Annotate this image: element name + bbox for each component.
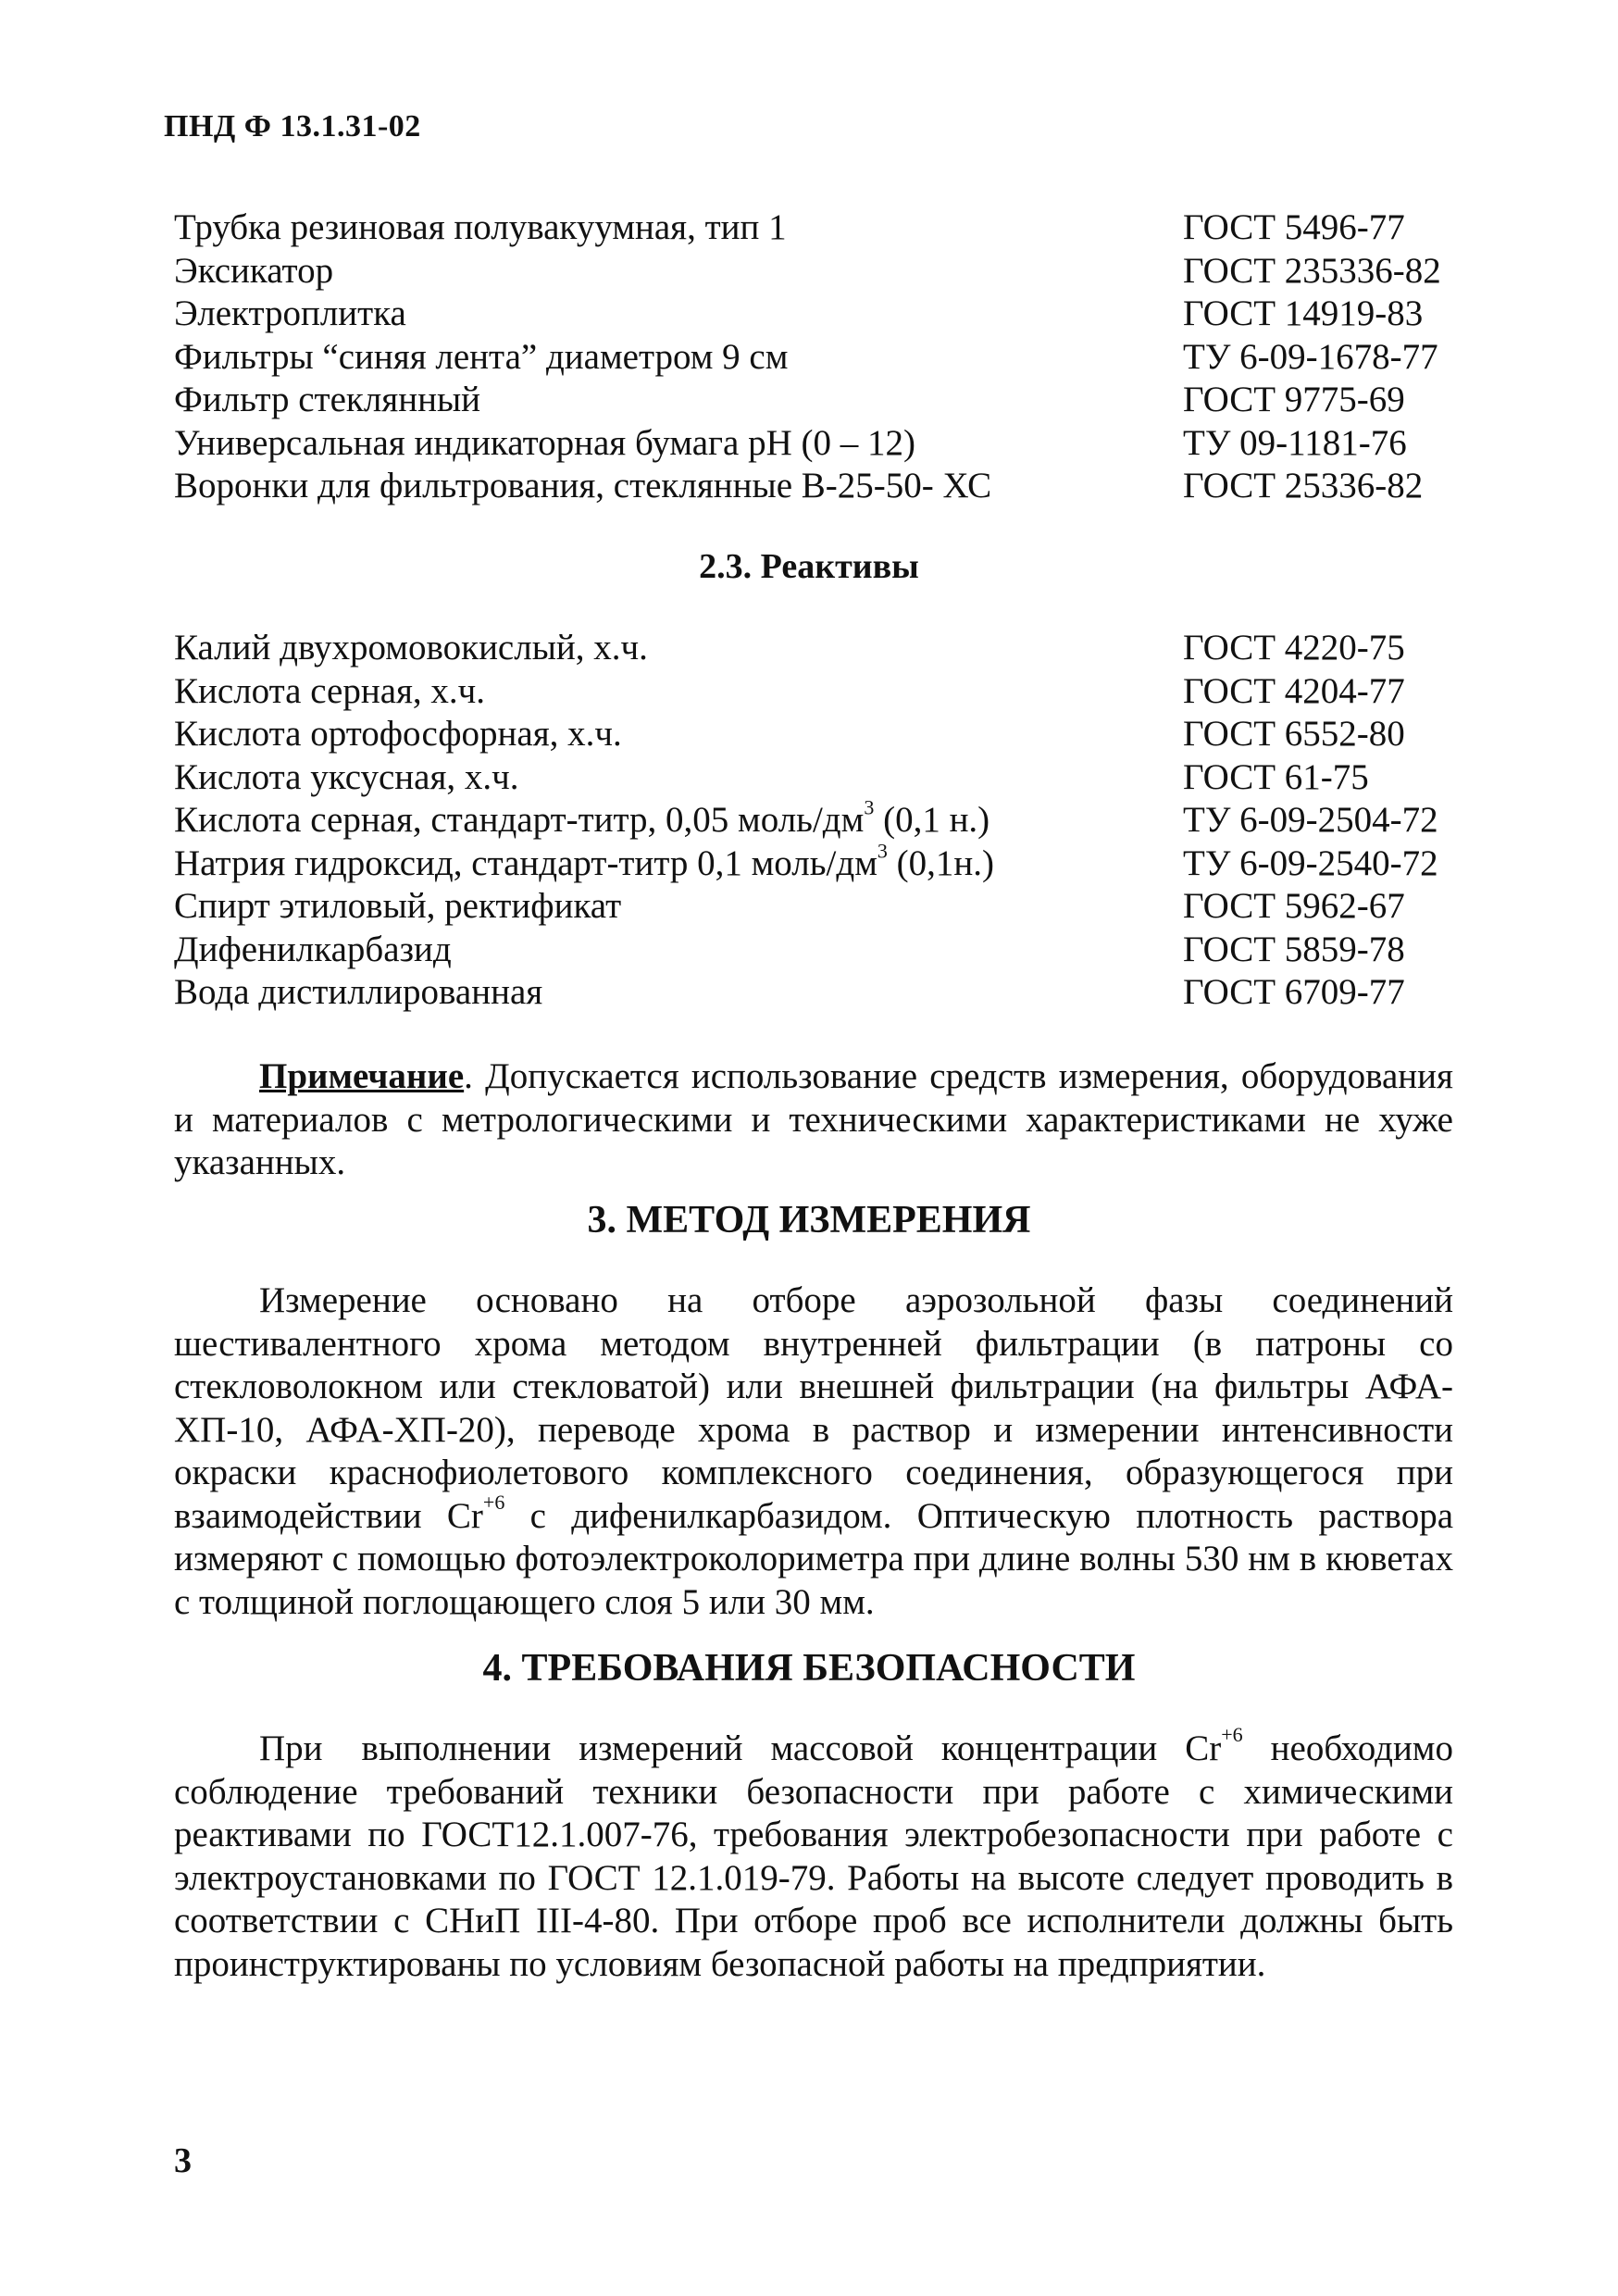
reagent-row xyxy=(174,971,1451,1015)
method-superscript: +6 xyxy=(482,1490,505,1514)
safety-paragraph xyxy=(174,1723,1453,1986)
equipment-row xyxy=(174,379,1451,422)
equipment-row-name: Фильтр стеклянный xyxy=(174,380,481,419)
safety-superscript: +6 xyxy=(1221,1723,1243,1747)
safety-text-start: выполнении измерений массовой концентрации Cr xyxy=(361,1728,1222,1768)
reagent-row-name: Дифенилкарбазид xyxy=(174,929,452,969)
reagent-row-name: Калий двухромовокислый, х.ч. xyxy=(174,628,648,668)
reagent-row-name: Кислота серная, х.ч. xyxy=(174,670,486,711)
reagent-row-name xyxy=(174,838,994,886)
equipment-row-name: Электроплитка xyxy=(174,293,406,333)
equipment-row-standard: ГОСТ 5496-77 xyxy=(1183,207,1405,247)
reagent-row-name: Кислота уксусная, х.ч. xyxy=(174,756,519,797)
reagent-row-name: Кислота ортофосфорная, х.ч. xyxy=(174,714,622,754)
equipment-row xyxy=(174,336,1451,380)
equipment-list xyxy=(174,206,1451,508)
method-paragraph xyxy=(174,1279,1453,1624)
page-number: 3 xyxy=(174,2141,192,2180)
method-text-end: с дифенилкарбазидом. Оптическую плотность раствора измеряют с помощью фотоэлектроколориметра при длине волны 530 нм в кюветах с толщиной поглощающего слоя 5 или 30 мм. xyxy=(174,1495,1454,1622)
equipment-row-standard: ГОСТ 14919-83 xyxy=(1183,293,1424,333)
equipment-row xyxy=(174,465,1451,508)
equipment-row-name: Воронки для фильтрования, стеклянные В-25-50- ХС xyxy=(174,466,992,505)
equipment-row xyxy=(174,293,1451,336)
section-title-safety: 4. ТРЕБОВАНИЯ БЕЗОПАСНОСТИ xyxy=(482,1647,1136,1690)
reagent-row xyxy=(174,795,1451,842)
equipment-row-standard: ГОСТ 25336-82 xyxy=(1183,466,1424,505)
note-paragraph xyxy=(174,1055,1453,1185)
reagent-row xyxy=(174,713,1451,756)
reagent-row-standard: ГОСТ 5859-78 xyxy=(1183,929,1405,969)
safety-text-lead: При xyxy=(259,1728,323,1768)
equipment-row-name: Фильтры “синяя лента” диаметром 9 см xyxy=(174,336,789,377)
equipment-row xyxy=(174,422,1451,466)
reagent-row xyxy=(174,885,1451,929)
equipment-row xyxy=(174,206,1451,250)
reagent-row-name-end: (0,1 н.) xyxy=(874,800,990,840)
equipment-row-name: Трубка резиновая полувакуумная, тип 1 xyxy=(174,207,787,247)
reagents-list xyxy=(174,627,1451,1015)
reagent-row-name-start: Кислота серная, стандарт-титр, 0,05 моль/дм xyxy=(174,800,865,840)
reagents-heading: 2.3. Реактивы xyxy=(699,547,919,586)
reagent-row-standard: ГОСТ 6552-80 xyxy=(1183,714,1405,754)
reagent-row xyxy=(174,670,1451,714)
note-label: Примечание xyxy=(259,1056,465,1096)
reagent-row-name: Вода дистиллированная xyxy=(174,972,543,1012)
reagent-row xyxy=(174,627,1451,670)
note-text: . Допускается использование средств измерения, оборудования и материалов с метрологическими и техническими характеристиками не хуже указанных. xyxy=(174,1056,1453,1182)
reagent-row-name-superscript: 3 xyxy=(877,838,888,862)
method-text-start: Измерение основано на отборе аэрозольной фазы соединений шестивалентного хрома методом внутренней фильтрации (в патроны со стекловолокном или стекловатой) или внешней фильтрации (на фильтры АФА-ХП-10, АФА-ХП-20), переводе хрома в раствор и измерении интенсивности окраски краснофиолетового комплексного соединения, образующегося при взаимодействии Cr xyxy=(174,1280,1453,1536)
reagent-row-name-start: Натрия гидроксид, стандарт-титр 0,1 моль/дм xyxy=(174,842,877,883)
reagent-row-standard: ТУ 6-09-2540-72 xyxy=(1183,842,1438,883)
equipment-row-standard: ГОСТ 9775-69 xyxy=(1183,380,1405,419)
reagent-row-standard: ГОСТ 4220-75 xyxy=(1183,628,1405,668)
equipment-row-standard: ГОСТ 235336-82 xyxy=(1183,250,1441,291)
reagent-row-name-end: (0,1н.) xyxy=(887,842,994,883)
safety-text-end: необходимо соблюдение требований техники безопасности при работе с химическими реактивами по ГОСТ12.1.007-76, требования электробезопасности при работе с электроустановками по ГОСТ 12.1.019-79. Работы на высоте следует проводить в соответствии с СНиП III-4-80. При отборе проб все исполнители должны быть проинструктированы по условиям безопасной работы на предприятии. xyxy=(174,1728,1453,1984)
reagent-row-name: Спирт этиловый, ректификат xyxy=(174,886,622,926)
reagent-row-standard: ГОСТ 61-75 xyxy=(1183,756,1369,797)
reagent-row-name-superscript: 3 xyxy=(864,795,875,819)
reagent-row xyxy=(174,756,1451,800)
reagent-row-standard: ГОСТ 6709-77 xyxy=(1183,972,1405,1012)
reagent-row xyxy=(174,929,1451,972)
equipment-row-name: Эксикатор xyxy=(174,250,334,291)
reagent-row-standard: ГОСТ 4204-77 xyxy=(1183,670,1405,711)
reagent-row-name xyxy=(174,795,990,842)
equipment-row xyxy=(174,250,1451,293)
document-code: ПНД Ф 13.1.31-02 xyxy=(164,109,421,144)
reagent-row xyxy=(174,838,1451,886)
equipment-row-standard: ТУ 6-09-1678-77 xyxy=(1183,336,1438,377)
section-title-method: 3. МЕТОД ИЗМЕРЕНИЯ xyxy=(587,1199,1031,1242)
equipment-row-standard: ТУ 09-1181-76 xyxy=(1183,422,1407,463)
reagent-row-standard: ТУ 6-09-2504-72 xyxy=(1183,800,1438,840)
reagent-row-standard: ГОСТ 5962-67 xyxy=(1183,886,1405,926)
equipment-row-name: Универсальная индикаторная бумага рН (0 – 12) xyxy=(174,422,916,463)
